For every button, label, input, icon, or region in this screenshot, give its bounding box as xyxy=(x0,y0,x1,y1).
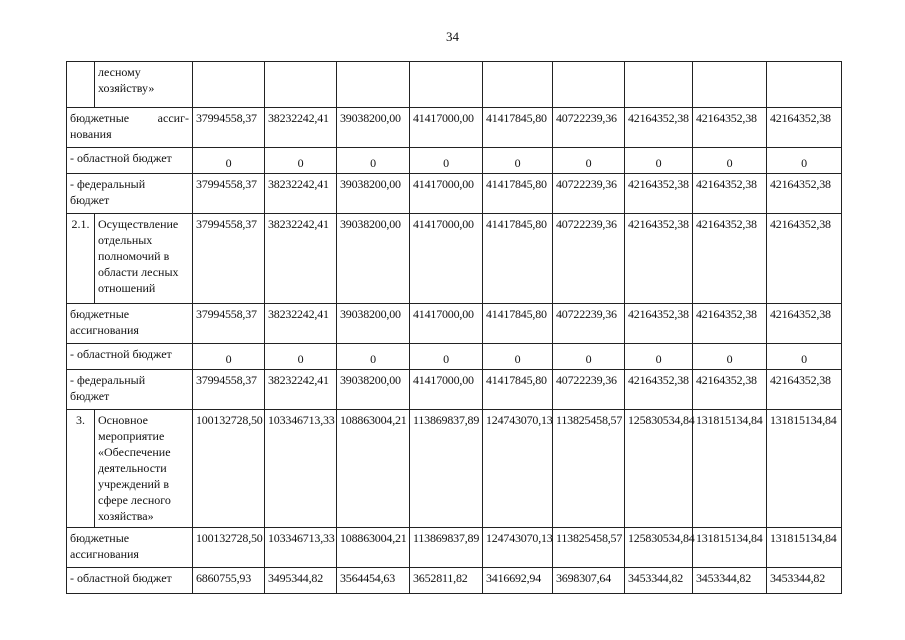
value-cell: 38232242,41 xyxy=(265,214,337,304)
value-cell: 0 xyxy=(767,148,842,174)
value-cell: 125830534,84 xyxy=(625,528,693,568)
value-cell xyxy=(767,62,842,108)
value-cell: 3416692,94 xyxy=(483,568,553,594)
label-line: бюджетные xyxy=(70,531,130,545)
value-cell: 124743070,13 xyxy=(483,528,553,568)
label-line: ассигнования xyxy=(70,323,139,337)
value-cell: 103346713,33 xyxy=(265,528,337,568)
value-cell: 0 xyxy=(483,344,553,370)
value-cell: 0 xyxy=(337,344,410,370)
value-cell: 38232242,41 xyxy=(265,370,337,410)
value-cell: 37994558,37 xyxy=(193,108,265,148)
value-cell: 37994558,37 xyxy=(193,304,265,344)
value-cell: 42164352,38 xyxy=(767,214,842,304)
label-line: - федеральный xyxy=(70,177,146,191)
value-cell: 42164352,38 xyxy=(693,108,767,148)
value-cell: 41417000,00 xyxy=(410,214,483,304)
value-cell: 108863004,21 xyxy=(337,410,410,528)
value-cell: 41417000,00 xyxy=(410,304,483,344)
value-cell: 0 xyxy=(410,148,483,174)
value-cell xyxy=(483,62,553,108)
value-cell: 42164352,38 xyxy=(767,304,842,344)
name-cell xyxy=(95,214,193,304)
value-cell: 42164352,38 xyxy=(625,174,693,214)
label-line: бюджет xyxy=(70,389,110,403)
value-cell: 41417000,00 xyxy=(410,174,483,214)
value-cell: 41417845,80 xyxy=(483,174,553,214)
value-cell: 38232242,41 xyxy=(265,174,337,214)
name-line: хозяйству» xyxy=(98,81,155,95)
value-cell: 3698307,64 xyxy=(553,568,625,594)
name-line: сфере лесного xyxy=(98,493,171,507)
value-cell: 108863004,21 xyxy=(337,528,410,568)
value-cell: 100132728,50 xyxy=(193,528,265,568)
value-cell: 0 xyxy=(193,148,265,174)
name-line: полномочий в xyxy=(98,249,170,263)
value-cell: 0 xyxy=(193,344,265,370)
value-cell: 39038200,00 xyxy=(337,174,410,214)
value-cell: 131815134,84 xyxy=(693,528,767,568)
value-cell: 3495344,82 xyxy=(265,568,337,594)
label-line: - федеральный xyxy=(70,373,146,387)
row-label: - областной бюджет xyxy=(67,344,193,370)
table-row xyxy=(67,410,842,528)
table-row xyxy=(67,370,842,410)
value-cell: 39038200,00 xyxy=(337,214,410,304)
name-line: отношений xyxy=(98,281,156,295)
row-label: - областной бюджет xyxy=(67,568,193,594)
value-cell: 38232242,41 xyxy=(265,304,337,344)
value-cell: 42164352,38 xyxy=(625,108,693,148)
value-cell: 41417845,80 xyxy=(483,304,553,344)
value-cell: 42164352,38 xyxy=(693,214,767,304)
table-row xyxy=(67,304,842,344)
label-word: ассиг- xyxy=(157,111,189,125)
value-cell: 42164352,38 xyxy=(767,370,842,410)
value-cell: 39038200,00 xyxy=(337,370,410,410)
value-cell: 3453344,82 xyxy=(693,568,767,594)
value-cell xyxy=(265,62,337,108)
value-cell: 39038200,00 xyxy=(337,108,410,148)
value-cell: 3652811,82 xyxy=(410,568,483,594)
name-line: области лесных xyxy=(98,265,179,279)
value-cell: 103346713,33 xyxy=(265,410,337,528)
value-cell: 42164352,38 xyxy=(693,304,767,344)
index-cell xyxy=(67,62,95,108)
value-cell xyxy=(553,62,625,108)
value-cell xyxy=(410,62,483,108)
value-cell: 113825458,57 xyxy=(553,528,625,568)
value-cell: 113825458,57 xyxy=(553,410,625,528)
name-line: Осуществление xyxy=(98,217,179,231)
row-label xyxy=(67,174,193,214)
value-cell: 0 xyxy=(410,344,483,370)
table-row xyxy=(67,174,842,214)
name-line: мероприятие xyxy=(98,429,165,443)
value-cell: 131815134,84 xyxy=(693,410,767,528)
page-number: 34 xyxy=(446,29,459,44)
value-cell: 0 xyxy=(553,148,625,174)
value-cell: 0 xyxy=(265,148,337,174)
value-cell: 40722239,36 xyxy=(553,214,625,304)
name-line: Основное xyxy=(98,413,148,427)
value-cell: 37994558,37 xyxy=(193,214,265,304)
value-cell: 113869837,89 xyxy=(410,410,483,528)
name-line: деятельности xyxy=(98,461,167,475)
value-cell: 3564454,63 xyxy=(337,568,410,594)
value-cell: 42164352,38 xyxy=(625,214,693,304)
name-line: отдельных xyxy=(98,233,153,247)
index-cell: 3. xyxy=(67,410,95,528)
value-cell xyxy=(693,62,767,108)
value-cell: 41417000,00 xyxy=(410,370,483,410)
name-line: учреждений в xyxy=(98,477,170,491)
value-cell: 38232242,41 xyxy=(265,108,337,148)
label-word: нования xyxy=(70,127,112,141)
table-row xyxy=(67,108,842,148)
row-label xyxy=(67,370,193,410)
value-cell: 131815134,84 xyxy=(767,410,842,528)
value-cell: 40722239,36 xyxy=(553,174,625,214)
value-cell: 40722239,36 xyxy=(553,108,625,148)
row-label xyxy=(67,528,193,568)
value-cell xyxy=(193,62,265,108)
name-line: хозяйства» xyxy=(98,509,154,523)
name-line: лесному xyxy=(98,65,141,79)
value-cell: 41417845,80 xyxy=(483,214,553,304)
value-cell: 6860755,93 xyxy=(193,568,265,594)
table-row xyxy=(67,62,842,108)
label-line: ассигнования xyxy=(70,547,139,561)
index-cell: 2.1. xyxy=(67,214,95,304)
value-cell: 42164352,38 xyxy=(625,304,693,344)
value-cell: 0 xyxy=(553,344,625,370)
value-cell: 40722239,36 xyxy=(553,304,625,344)
value-cell: 40722239,36 xyxy=(553,370,625,410)
label-word: бюджетные xyxy=(70,111,130,125)
table-row xyxy=(67,528,842,568)
value-cell: 0 xyxy=(337,148,410,174)
label-line: бюджет xyxy=(70,193,110,207)
row-label xyxy=(67,304,193,344)
table-row xyxy=(67,344,842,370)
value-cell: 0 xyxy=(625,344,693,370)
value-cell: 0 xyxy=(625,148,693,174)
value-cell xyxy=(625,62,693,108)
value-cell: 100132728,50 xyxy=(193,410,265,528)
value-cell: 131815134,84 xyxy=(767,528,842,568)
row-label: - областной бюджет xyxy=(67,148,193,174)
row-label xyxy=(67,108,193,148)
value-cell: 41417000,00 xyxy=(410,108,483,148)
name-cell xyxy=(95,410,193,528)
value-cell: 0 xyxy=(767,344,842,370)
value-cell: 39038200,00 xyxy=(337,304,410,344)
value-cell: 37994558,37 xyxy=(193,370,265,410)
value-cell: 0 xyxy=(693,148,767,174)
value-cell: 42164352,38 xyxy=(693,174,767,214)
budget-table xyxy=(66,61,842,594)
value-cell: 3453344,82 xyxy=(625,568,693,594)
value-cell: 113869837,89 xyxy=(410,528,483,568)
value-cell: 41417845,80 xyxy=(483,370,553,410)
value-cell: 42164352,38 xyxy=(767,174,842,214)
table-row xyxy=(67,568,842,594)
value-cell: 0 xyxy=(483,148,553,174)
value-cell: 0 xyxy=(693,344,767,370)
value-cell: 0 xyxy=(265,344,337,370)
value-cell: 125830534,84 xyxy=(625,410,693,528)
label-line: бюджетные xyxy=(70,307,130,321)
value-cell: 41417845,80 xyxy=(483,108,553,148)
name-cell xyxy=(95,62,193,108)
value-cell xyxy=(337,62,410,108)
table-row xyxy=(67,214,842,304)
value-cell: 124743070,13 xyxy=(483,410,553,528)
value-cell: 42164352,38 xyxy=(767,108,842,148)
value-cell: 37994558,37 xyxy=(193,174,265,214)
table-row xyxy=(67,148,842,174)
value-cell: 42164352,38 xyxy=(625,370,693,410)
name-line: «Обеспечение xyxy=(98,445,171,459)
value-cell: 42164352,38 xyxy=(693,370,767,410)
value-cell: 3453344,82 xyxy=(767,568,842,594)
